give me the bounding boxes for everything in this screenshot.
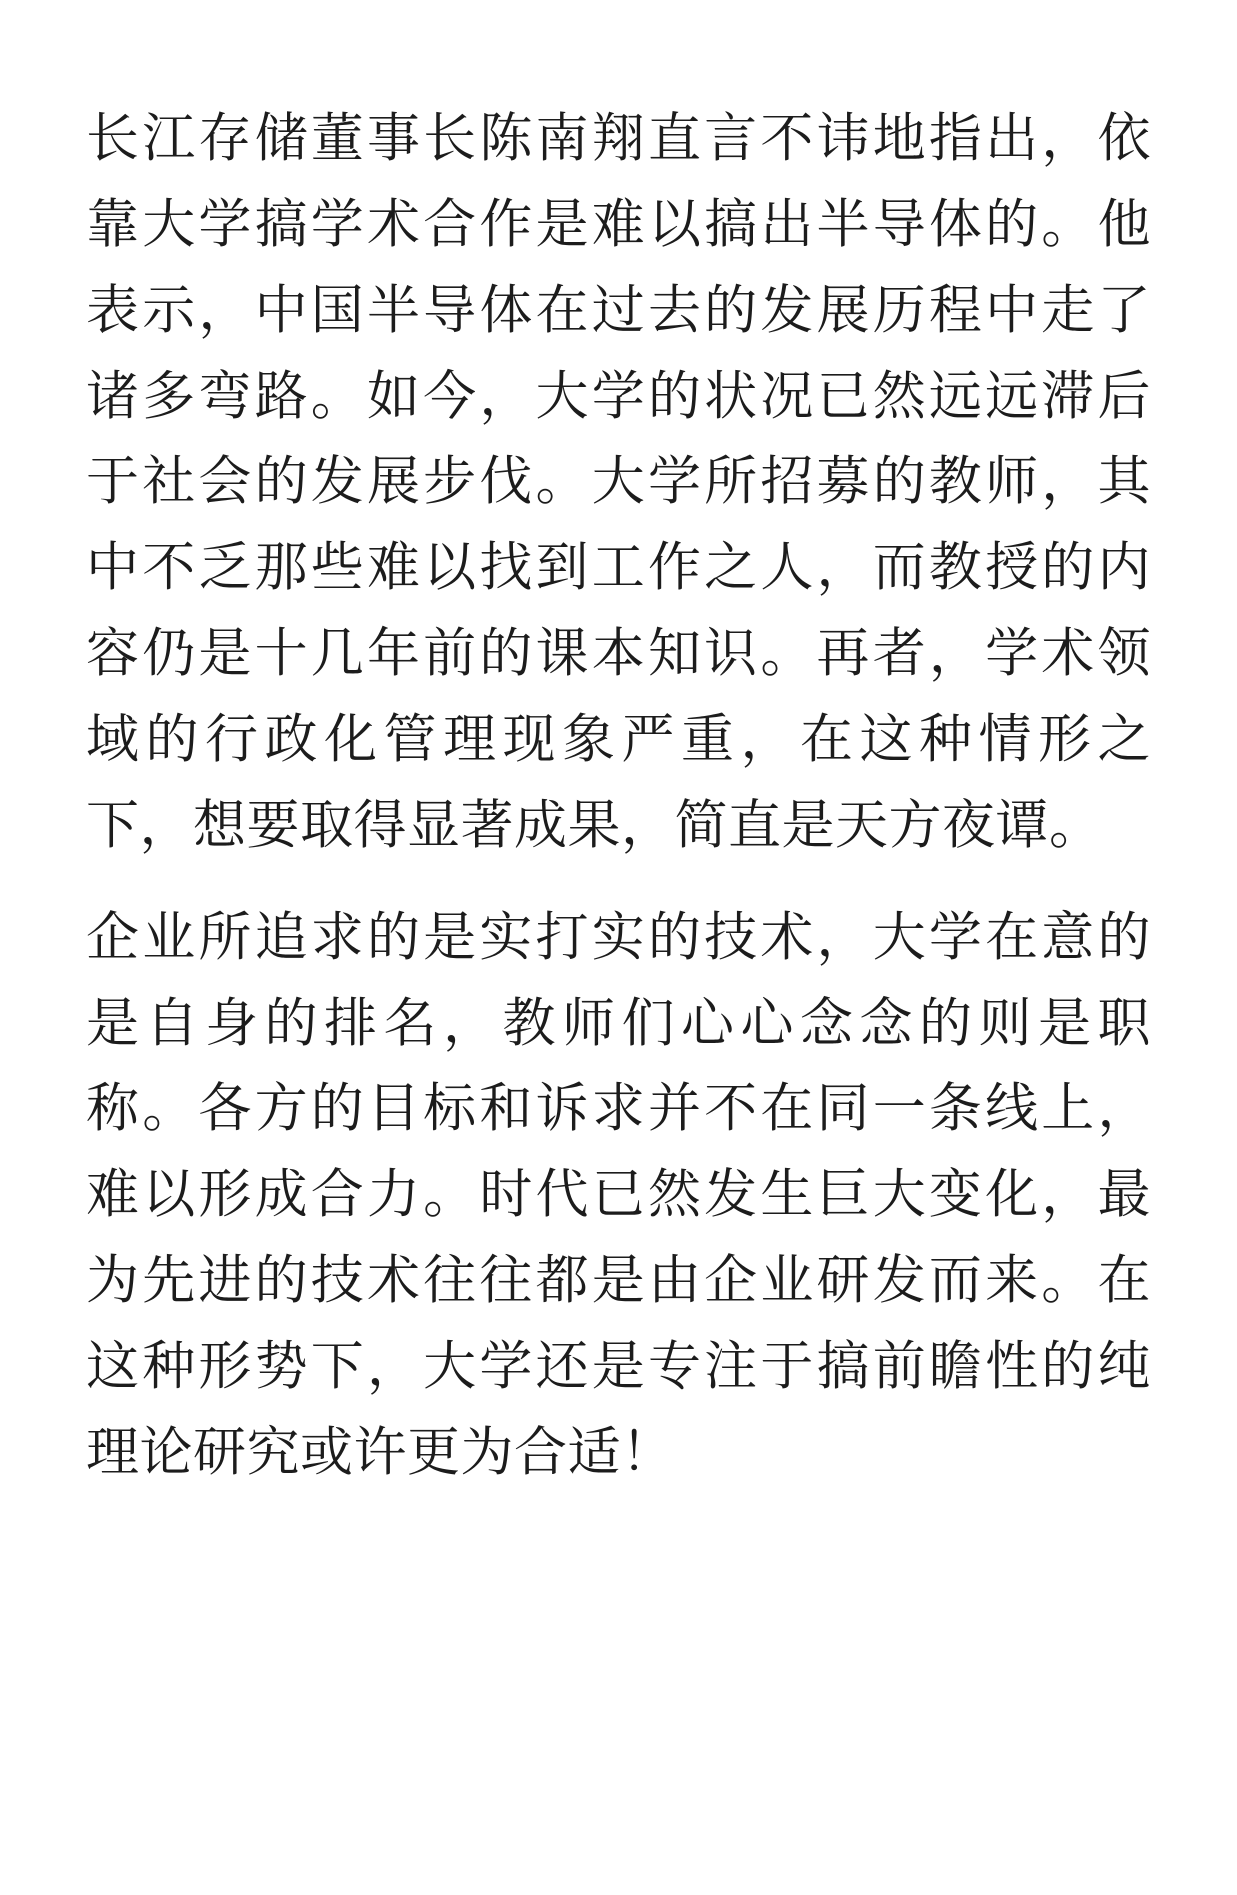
article-body <box>86 96 1151 1496</box>
paragraph-1: 长江存储董事长陈南翔直言不讳地指出，依靠大学搞学术合作是难以搞出半导体的。他表示，中国半导体在过去的发展历程中走了诸多弯路。如今，大学的状况已然远远滞后于社会的发展步伐。大学所招募的教师，其中不乏那些难以找到工作之人，而教授的内容仍是十几年前的课本知识。再者，学术领域的行政化管理现象严重，在这种情形之下，想要取得显著成果，简直是天方夜谭。 <box>86 108 1151 856</box>
paragraph-2: 企业所追求的是实打实的技术，大学在意的是自身的排名，教师们心心念念的则是职称。各方的目标和诉求并不在同一条线上，难以形成合力。时代已然发生巨大变化，最为先进的技术往往都是由企业研发而来。在这种形势下，大学还是专注于搞前瞻性的纯理论研究或许更为合适！ <box>86 906 1151 1483</box>
